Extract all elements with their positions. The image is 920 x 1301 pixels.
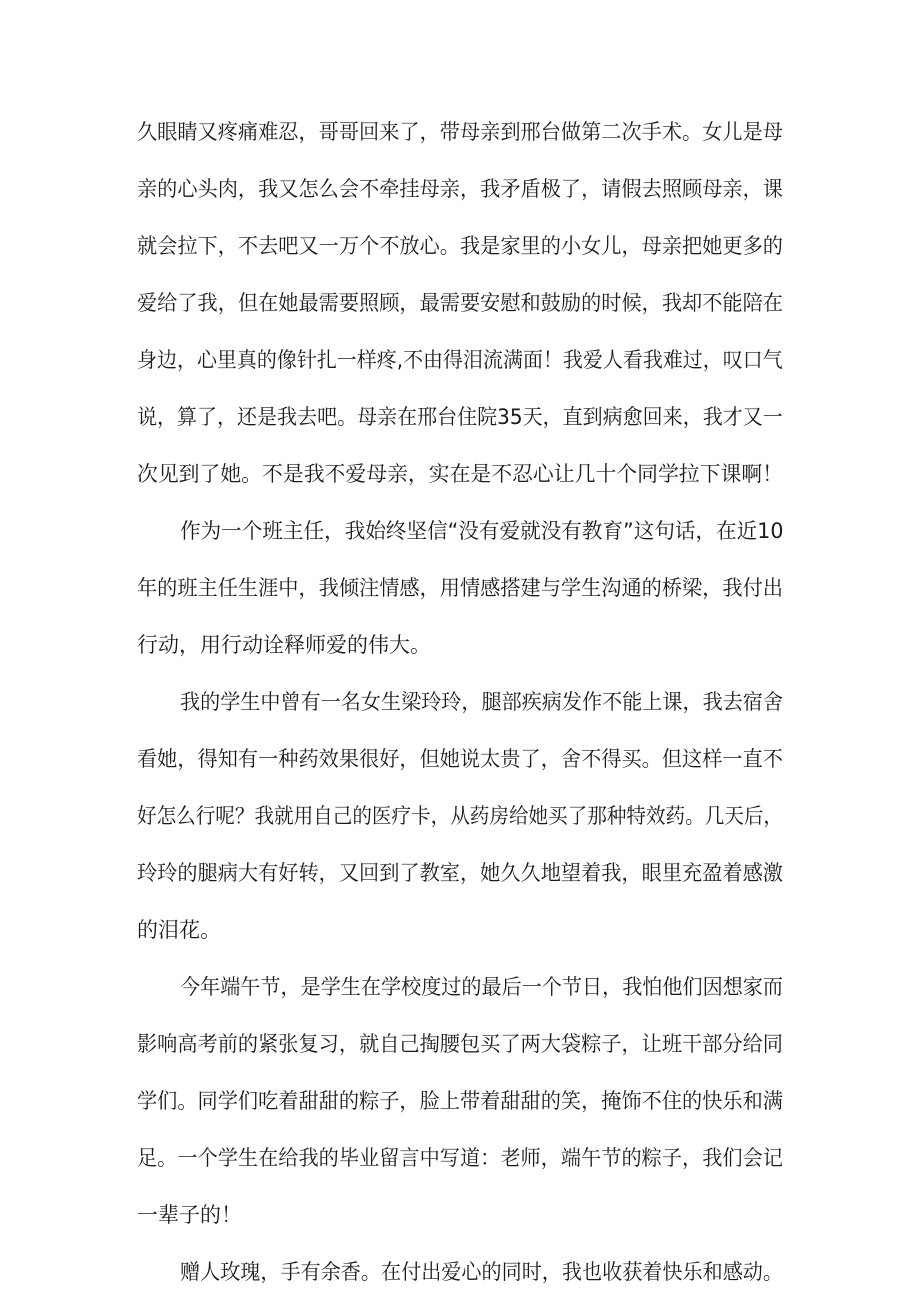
text-line [0,397,920,437]
text-line-content: 爱给了我，但在她最需要照顾，最需要安慰和鼓励的时候，我却不能陪在 [137,291,783,315]
text-line [0,967,920,1007]
text-line-content: 作为一个班主任，我始终坚信“没有爱就没有教育”这句话，在近10 [180,519,784,543]
text-line-content: 亲的心头肉，我又怎么会不牵挂母亲，我矛盾极了，请假去照顾母亲，课 [137,177,783,201]
text-line-content: 就会拉下，不去吧又一万个不放心。我是家里的小女儿，母亲把她更多的 [137,234,783,258]
text-line-content: 说，算了，还是我去吧。母亲在邢台住院35天，直到病愈回来，我才又一 [137,405,783,429]
text-line-content: 学们。同学们吃着甜甜的粽子，脸上带着甜甜的笑，掩饰不住的快乐和满 [137,1089,783,1113]
text-line [0,739,920,779]
text-line-content: 影响高考前的紧张复习，就自己掏腰包买了两大袋粽子，让班干部分给同 [137,1032,783,1056]
text-line-content: 年的班主任生涯中，我倾注情感，用情感搭建与学生沟通的桥梁，我付出 [137,576,783,600]
text-line [0,1081,920,1121]
text-line-content: 一辈子的！ [137,1203,242,1227]
text-line-content: 次见到了她。不是我不爱母亲，实在是不忍心让几十个同学拉下课啊！ [137,462,783,486]
text-line-content: 赠人玫瑰，手有余香。在付出爱心的同时，我也收获着快乐和感动。 [180,1260,783,1284]
text-line-content: 足。一个学生在给我的毕业留言中写道：老师，端午节的粽子，我们会记 [137,1146,783,1170]
text-line [0,169,920,209]
text-line [0,1252,920,1292]
text-line-content: 久眼睛又疼痛难忍，哥哥回来了，带母亲到邢台做第二次手术。女儿是母 [137,120,783,144]
text-line-content: 今年端午节，是学生在学校度过的最后一个节日，我怕他们因想家而 [180,975,783,999]
text-line [0,454,920,494]
text-line [0,625,920,665]
text-line [0,910,920,950]
text-line [0,796,920,836]
text-line [0,1138,920,1178]
text-line-content: 玲玲的腿病大有好转，又回到了教室，她久久地望着我，眼里充盈着感激 [137,861,783,885]
text-line [0,283,920,323]
text-line-content: 我的学生中曾有一名女生梁玲玲，腿部疾病发作不能上课，我去宿舍 [180,690,783,714]
text-line [0,853,920,893]
text-line [0,682,920,722]
text-line [0,226,920,266]
text-line [0,568,920,608]
text-line-content: 看她，得知有一种药效果很好，但她说太贵了，舍不得买。但这样一直不 [137,747,783,771]
text-line-content: 的泪花。 [137,918,221,942]
text-line [0,112,920,152]
text-line-content: 身边，心里真的像针扎一样疼,不由得泪流满面！我爱人看我难过，叹口气 [137,348,783,372]
text-line [0,1024,920,1064]
text-line [0,511,920,551]
text-line [0,1195,920,1235]
text-line-content: 行动，用行动诠释师爱的伟大。 [137,633,431,657]
text-line [0,340,920,380]
text-line-content: 好怎么行呢？我就用自己的医疗卡，从药房给她买了那种特效药。几天后， [137,804,783,828]
